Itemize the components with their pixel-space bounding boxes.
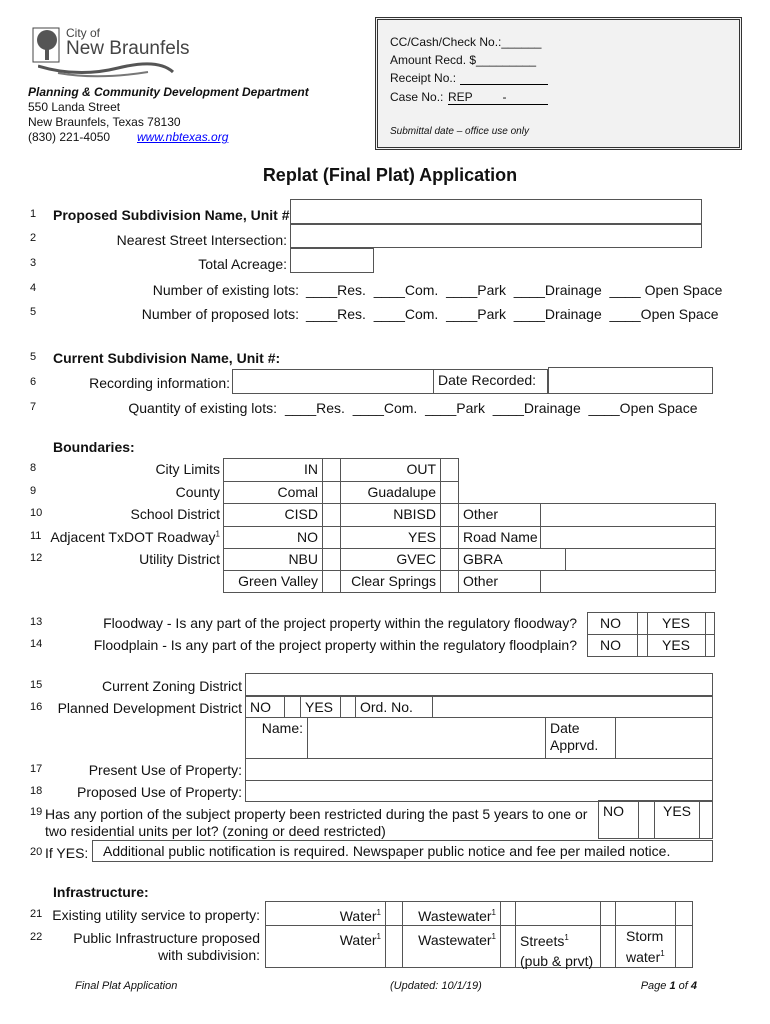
- boundary-checkbox-b[interactable]: [440, 526, 459, 549]
- footnote-marker: 1: [564, 933, 569, 942]
- subdivision-name-label: Proposed Subdivision Name, Unit #: [53, 207, 290, 223]
- wastewater-checkbox[interactable]: [500, 925, 516, 968]
- recording-info-input[interactable]: [232, 369, 434, 394]
- pdd-name-input[interactable]: [307, 717, 546, 759]
- proposed-use-label: Proposed Use of Property:: [77, 784, 242, 800]
- boundary-checkbox-a[interactable]: [322, 526, 341, 549]
- boundary-checkbox-a[interactable]: [322, 570, 341, 593]
- proposed-use-input[interactable]: [245, 780, 713, 802]
- wastewater-checkbox[interactable]: [500, 901, 516, 926]
- public-infra-label: Public Infrastructure proposed with subdivision:: [73, 930, 260, 963]
- date-approved-input[interactable]: [615, 717, 713, 759]
- pdd-yes: YES: [300, 696, 341, 718]
- office-use-box: [375, 17, 742, 150]
- existing-lots-options[interactable]: ____Res. ____Com. ____Park ____Drainage ____ Open Space: [306, 282, 723, 298]
- receipt-line: [460, 84, 548, 85]
- row-number: 5: [30, 306, 37, 318]
- boundary-label: Adjacent TxDOT Roadway$^1$: [50, 529, 220, 545]
- ord-no-label: Ord. No.: [355, 696, 433, 718]
- row-number: 8: [30, 462, 37, 474]
- boundaries-heading: Boundaries:: [53, 439, 135, 455]
- recording-info-label: Recording information:: [89, 375, 230, 391]
- row-number: 4: [30, 282, 37, 294]
- boundary-option-c: Other: [458, 570, 541, 593]
- boundary-checkbox-b[interactable]: [440, 458, 459, 482]
- logo-wave: [38, 60, 178, 80]
- water-option: Water$^1$: [265, 901, 386, 926]
- flood-no: NO: [587, 612, 638, 635]
- quantity-lots-options[interactable]: ____Res. ____Com. ____Park ____Drainage ____Open Space: [285, 400, 698, 416]
- existing-utility-label: Existing utility service to property:: [52, 907, 260, 923]
- receipt-label: Receipt No.:: [390, 71, 457, 85]
- row-number: 6: [30, 376, 37, 388]
- street-intersection-label: Nearest Street Intersection:: [116, 232, 287, 248]
- pdd-no: NO: [245, 696, 285, 718]
- row-number: 19: [30, 806, 43, 818]
- case-label: Case No.:: [390, 90, 444, 104]
- subdivision-name-input[interactable]: [290, 199, 702, 224]
- boundary-label: City Limits: [155, 461, 220, 477]
- restriction-yes: YES: [654, 800, 700, 839]
- boundary-option-c: GBRA: [458, 548, 566, 571]
- row-number: 12: [30, 552, 43, 564]
- present-use-label: Present Use of Property:: [88, 762, 242, 778]
- boundary-option-a: CISD: [223, 503, 323, 527]
- pdd-no-checkbox[interactable]: [284, 696, 301, 718]
- pdd-yes-checkbox[interactable]: [340, 696, 356, 718]
- boundary-checkbox-b[interactable]: [440, 548, 459, 571]
- department-name: Planning & Community Development Department: [28, 85, 309, 99]
- flood-yes-checkbox[interactable]: [705, 612, 715, 635]
- pdd-label: Planned Development District: [57, 700, 242, 716]
- boundary-label: County: [175, 484, 220, 500]
- boundary-input[interactable]: [540, 570, 716, 593]
- boundary-option-c: Other: [458, 503, 541, 527]
- water-checkbox[interactable]: [385, 901, 403, 926]
- row-number: 14: [30, 638, 43, 650]
- flood-yes-checkbox[interactable]: [705, 634, 715, 657]
- footer-updated: (Updated: 10/1/19): [390, 980, 482, 992]
- storm-water-checkbox[interactable]: [675, 925, 693, 968]
- boundary-option-b: NBISD: [340, 503, 441, 527]
- restriction-no-checkbox[interactable]: [638, 800, 655, 839]
- proposed-lots-options[interactable]: ____Res. ____Com. ____Park ____Drainage ____Open Space: [306, 306, 719, 322]
- infrastructure-heading: Infrastructure:: [53, 884, 149, 900]
- streets-checkbox[interactable]: [600, 901, 616, 926]
- wastewater-option: Wastewater$^1$: [402, 901, 501, 926]
- boundary-option-b: YES: [340, 526, 441, 549]
- storm-water-option: [615, 901, 676, 926]
- water-option: Water$^1$: [265, 925, 386, 968]
- phone: (830) 221-4050: [28, 130, 111, 144]
- pdd-name-label: Name:: [245, 717, 308, 759]
- flood-question: Floodway - Is any part of the project property within the regulatory floodway?: [103, 615, 577, 631]
- website-link[interactable]: www.nbtexas.org: [137, 130, 229, 144]
- logo-text-big: New Braunfels: [66, 38, 190, 59]
- row-number: 15: [30, 679, 43, 691]
- current-zoning-input[interactable]: [245, 673, 713, 696]
- row-number: 10: [30, 507, 43, 519]
- present-use-input[interactable]: [245, 758, 713, 781]
- boundary-option-b: GVEC: [340, 548, 441, 571]
- logo-text-small: City of: [66, 26, 101, 40]
- page-title: Replat (Final Plat) Application: [262, 165, 518, 185]
- flood-yes: YES: [647, 634, 706, 657]
- boundary-option-a: Green Valley: [223, 570, 323, 593]
- row-number: 13: [30, 616, 43, 628]
- ord-no-input[interactable]: [432, 696, 713, 718]
- case-value: REP -: [448, 90, 548, 105]
- storm-water-checkbox[interactable]: [675, 901, 693, 926]
- boundary-option-c: Road Name: [458, 526, 541, 549]
- current-subdivision-label: Current Subdivision Name, Unit #:: [53, 350, 281, 366]
- boundary-option-a: NO: [223, 526, 323, 549]
- address-line2: New Braunfels, Texas 78130: [28, 115, 181, 129]
- boundary-checkbox-a[interactable]: [322, 481, 341, 504]
- footnote-marker: 1: [215, 529, 220, 539]
- total-acreage-label: Total Acreage:: [198, 256, 287, 272]
- footer-form-name: Final Plat Application: [75, 980, 178, 992]
- restriction-question-1: Has any portion of the subject property been restricted during the past 5 years to one or: [45, 806, 588, 822]
- footnote-marker: 1: [491, 908, 496, 917]
- footnote-marker: 1: [660, 949, 665, 958]
- row-number: 17: [30, 763, 43, 775]
- row-number: 11: [30, 530, 42, 542]
- cc-cash-check: CC/Cash/Check No.:______: [390, 35, 542, 49]
- streets-option: [515, 901, 601, 926]
- boundary-input[interactable]: [565, 548, 716, 571]
- boundary-input[interactable]: [540, 503, 716, 527]
- city-logo: [30, 24, 190, 79]
- submittal-note: Submittal date – office use only: [390, 126, 529, 137]
- footnote-marker: 1: [376, 932, 381, 941]
- wastewater-option: Wastewater$^1$: [402, 925, 501, 968]
- boundary-checkbox-a[interactable]: [322, 503, 341, 527]
- flood-question: Floodplain - Is any part of the project property within the regulatory floodplain?: [93, 637, 577, 653]
- row-number: 9: [30, 485, 37, 497]
- boundary-input[interactable]: [540, 526, 716, 549]
- footer-page: Page 1 of 4: [640, 980, 697, 992]
- boundary-option-a: IN: [223, 458, 323, 482]
- boundary-checkbox-b[interactable]: [440, 481, 459, 504]
- restriction-question-2: two residential units per lot? (zoning or deed restricted): [45, 823, 386, 839]
- boundary-checkbox-b[interactable]: [440, 503, 459, 527]
- amount-received: Amount Recd. $_________: [390, 53, 537, 67]
- restriction-no: NO: [598, 800, 639, 839]
- boundary-checkbox-b[interactable]: [440, 570, 459, 593]
- boundary-checkbox-a[interactable]: [322, 458, 341, 482]
- quantity-lots-label: Quantity of existing lots:: [128, 400, 277, 416]
- row-number: 16: [30, 701, 43, 713]
- date-recorded-input[interactable]: [548, 367, 713, 394]
- row-number: 7: [30, 401, 37, 413]
- date-recorded-label: Date Recorded:: [434, 369, 548, 394]
- row-number: 3: [30, 257, 37, 269]
- streets-checkbox[interactable]: [600, 925, 616, 968]
- flood-yes: YES: [647, 612, 706, 635]
- boundary-option-b: OUT: [340, 458, 441, 482]
- street-intersection-input[interactable]: [290, 224, 702, 248]
- boundary-option-b: Guadalupe: [340, 481, 441, 504]
- boundary-option-a: Comal: [223, 481, 323, 504]
- restriction-yes-checkbox[interactable]: [699, 800, 713, 839]
- if-yes-label: If YES:: [45, 845, 89, 861]
- row-number: 20: [30, 846, 43, 858]
- row-number: 22: [30, 931, 43, 943]
- existing-lots-label: Number of existing lots:: [152, 282, 299, 298]
- row-number: 18: [30, 785, 43, 797]
- boundary-checkbox-a[interactable]: [322, 548, 341, 571]
- address-line1: 550 Landa Street: [28, 100, 121, 114]
- water-checkbox[interactable]: [385, 925, 403, 968]
- footnote-marker: 1: [491, 932, 496, 941]
- streets-option: Streets$^1$ (pub & prvt): [515, 925, 601, 968]
- footnote-marker: 1: [376, 908, 381, 917]
- date-approved-label: Date Apprvd.: [545, 717, 616, 759]
- total-acreage-input[interactable]: [290, 248, 374, 273]
- flood-no: NO: [587, 634, 638, 657]
- proposed-lots-label: Number of proposed lots:: [141, 306, 299, 322]
- boundary-option-b: Clear Springs: [340, 570, 441, 593]
- boundary-option-a: NBU: [223, 548, 323, 571]
- row-number: 5: [30, 351, 37, 363]
- current-zoning-label: Current Zoning District: [101, 678, 242, 694]
- boundary-label: Utility District: [139, 551, 220, 567]
- storm-water-option: Storm water$^1$: [615, 925, 676, 968]
- boundary-label: School District: [130, 506, 220, 522]
- notification-notice: Additional public notification is required. Newspaper public notice and fee per mailed notice.: [92, 840, 713, 862]
- row-number: 2: [30, 232, 37, 244]
- row-number: 21: [30, 908, 43, 920]
- row-number: 1: [30, 208, 37, 220]
